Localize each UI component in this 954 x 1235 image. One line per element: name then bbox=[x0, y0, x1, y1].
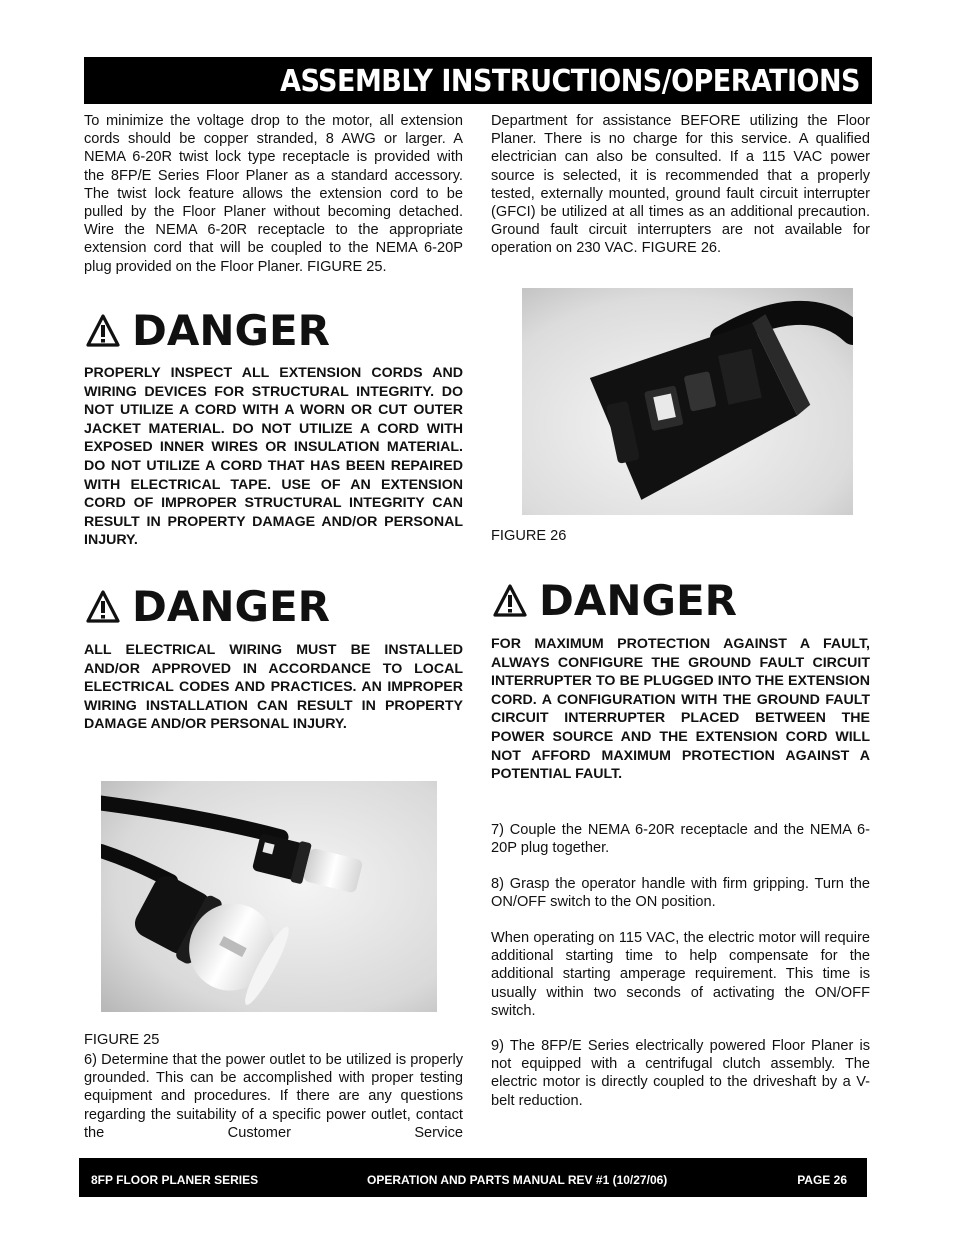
step-8-text: 8) Grasp the operator handle with firm gripping. Turn the ON/OFF switch to the ON position. bbox=[491, 876, 870, 911]
figure-26-caption: FIGURE 26 bbox=[491, 528, 567, 544]
warning-triangle-icon bbox=[86, 314, 120, 348]
footer-series: 8FP FLOOR PLANER SERIES bbox=[91, 1173, 259, 1187]
danger-text-1: PROPERLY INSPECT ALL EXTENSION CORDS AND WIRING DEVICES FOR STRUCTURAL INTEGRITY. DO NOT UTILIZE A CORD WITH A WORN OR CUT OUTER JACKET MATERIAL. DO NOT UTILIZE A CORD WITH EXPOSED INNER WIRES OR INSULATION MATERIAL. DO NOT UTILIZE A CORD THAT HAS BEEN REPAIRED WITH ELECTRICAL TAPE. USE OF AN EXTENSION CORD OF IMPROPER STRUCTURAL INTEGRITY CAN RESULT IN PROPERTY DAMAGE AND/OR PERSONAL INJURY. bbox=[84, 365, 463, 549]
danger-title-1: DANGER bbox=[132, 306, 331, 355]
step-8-block bbox=[491, 875, 870, 911]
step-8-note-text: When operating on 115 VAC, the electric motor will require additional starting time to help compensate for the additional starting amperage requirement. This time is usually within two seconds of activating the ON/OFF switch. bbox=[491, 930, 870, 1019]
danger-heading-2 bbox=[86, 582, 330, 631]
step-9-text: 9) The 8FP/E Series electrically powered Floor Planer is not equipped with a centrifugal clutch assembly. The electric motor is directly coupled to the driveshaft by a V-belt reduction. bbox=[491, 1038, 870, 1109]
warning-triangle-icon bbox=[493, 584, 527, 618]
step-6-text: 6) Determine that the power outlet to be utilized is properly grounded. This can be accomplished with proper testing equipment and procedures. If there are any questions regarding the suitability of a specific power outlet, contact the Customer Service bbox=[84, 1052, 463, 1141]
intro-paragraph: To minimize the voltage drop to the motor, all extension cords should be copper stranded, 8 AWG or larger. A NEMA 6-20R twist lock type receptacle is provided with the 8FP/E Series Floor Planer as a standard accessory. The twist lock feature allows the extension cord to be pulled by the Floor Planer without becoming detached. Wire the NEMA 6-20R receptacle to the appropriate extension cord that will be coupled to the NEMA 6-20P plug provided on the Floor Planer. FIGURE 25. bbox=[84, 113, 463, 275]
continuation-block bbox=[491, 112, 870, 258]
danger-text-2: ALL ELECTRICAL WIRING MUST BE INSTALLED AND/OR APPROVED IN ACCORDANCE TO LOCAL ELECTRICAL CODES AND PRACTICES. AN IMPROPER WIRING INSTALLATION CAN RESULT IN PROPERTY DAMAGE AND/OR PERSONAL INJURY. bbox=[84, 642, 463, 733]
footer-manual-rev: OPERATION AND PARTS MANUAL REV #1 (10/27/06) bbox=[367, 1173, 668, 1187]
danger-text-block-1 bbox=[84, 364, 463, 550]
footer-bar bbox=[79, 1158, 867, 1197]
danger-title-3: DANGER bbox=[539, 576, 738, 625]
figure-25-photo bbox=[101, 781, 437, 1012]
continuation-paragraph: Department for assistance BEFORE utilizing the Floor Planer. There is no charge for this service. A qualified electrician can also be consulted. If a 115 VAC power source is selected, it is recommended that a properly tested, externally mounted, ground fault circuit interrupter (GFCI) be utilized at all times as an additional precaution. Ground fault circuit interrupters are not available for operation on 230 VAC. FIGURE 26. bbox=[491, 113, 870, 257]
intro-paragraph-block bbox=[84, 112, 463, 276]
danger-heading-1 bbox=[86, 306, 330, 355]
danger-heading-3 bbox=[493, 576, 737, 625]
step-8-note-block bbox=[491, 929, 870, 1020]
section-header-bar bbox=[84, 57, 872, 104]
danger-text-block-2 bbox=[84, 641, 463, 734]
step-7-text: 7) Couple the NEMA 6-20R receptacle and the NEMA 6-20P plug together. bbox=[491, 822, 870, 857]
step-7-block bbox=[491, 821, 870, 857]
footer-page-number: PAGE 26 bbox=[797, 1173, 847, 1187]
figure-25-caption: FIGURE 25 bbox=[84, 1032, 160, 1048]
danger-text-3: FOR MAXIMUM PROTECTION AGAINST A FAULT, ALWAYS CONFIGURE THE GROUND FAULT CIRCUIT INTERRUPTER TO BE PLUGGED INTO THE EXTENSION CORD. A CONFIGURATION WITH THE GROUND FAULT CIRCUIT INTERRUPTER PLACED BETWEEN THE POWER SOURCE AND THE EXTENSION CORD WILL NOT AFFORD MAXIMUM PROTECTION AGAINST A POTENTIAL FAULT. bbox=[491, 636, 870, 783]
warning-triangle-icon bbox=[86, 590, 120, 624]
section-title: ASSEMBLY INSTRUCTIONS/OPERATIONS bbox=[280, 64, 860, 99]
step-9-block bbox=[491, 1037, 870, 1110]
danger-title-2: DANGER bbox=[132, 582, 331, 631]
figure-26-photo bbox=[522, 288, 853, 515]
danger-text-block-3 bbox=[491, 635, 870, 784]
step-6-block bbox=[84, 1051, 463, 1142]
